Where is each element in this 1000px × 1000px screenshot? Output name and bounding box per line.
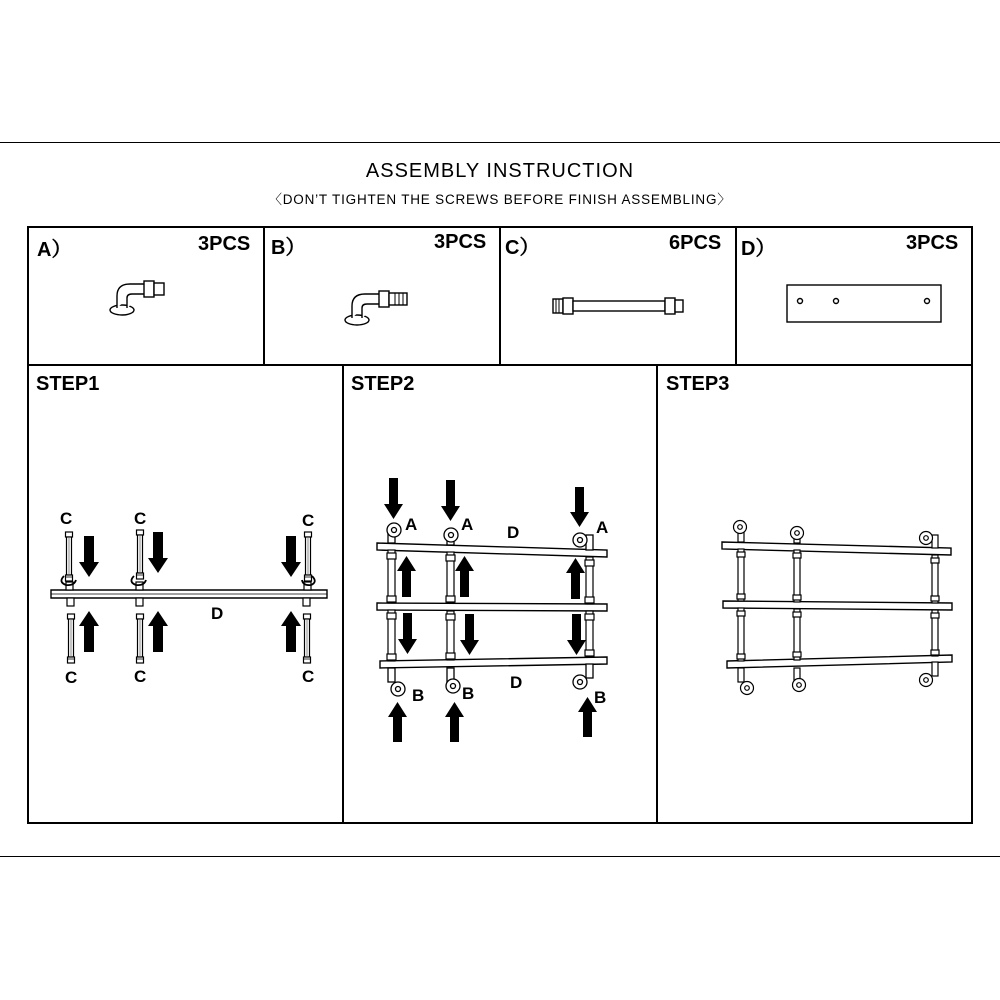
step1-label-c: C bbox=[302, 511, 315, 530]
part-a-label: A） bbox=[37, 239, 72, 261]
step1-label-c: C bbox=[60, 509, 73, 528]
step1-label-c: C bbox=[134, 667, 147, 686]
step2-label-d: D bbox=[510, 673, 523, 692]
pipe-icon bbox=[553, 298, 683, 314]
part-a-qty: 3PCS bbox=[198, 233, 251, 255]
part-b-qty: 3PCS bbox=[434, 231, 487, 253]
step1-label-c: C bbox=[302, 667, 315, 686]
elbow-flange-icon bbox=[110, 281, 164, 315]
step2-label-b: B bbox=[412, 686, 425, 705]
page-title: ASSEMBLY INSTRUCTION bbox=[365, 160, 635, 182]
step2-diagram bbox=[377, 478, 608, 742]
part-c-qty: 6PCS bbox=[669, 232, 722, 254]
step3-title: STEP3 bbox=[666, 373, 730, 395]
step2-label-b: B bbox=[594, 688, 607, 707]
part-b-label: B） bbox=[271, 237, 306, 259]
step2-label-d: D bbox=[507, 523, 520, 542]
page-subtitle: 〈DON’T TIGHTEN THE SCREWS BEFORE FINISH ASSEMBLING〉 bbox=[268, 192, 732, 207]
step1-label-c: C bbox=[65, 668, 78, 687]
board-icon bbox=[787, 285, 941, 322]
elbow-flange-threaded-icon bbox=[345, 291, 407, 325]
step3-diagram bbox=[722, 521, 952, 695]
part-c-label: C） bbox=[505, 237, 540, 259]
part-d-qty: 3PCS bbox=[906, 232, 959, 254]
step1-diagram bbox=[51, 509, 327, 687]
step1-title: STEP1 bbox=[36, 373, 100, 395]
step1-label-d: D bbox=[211, 604, 224, 623]
step2-label-a: A bbox=[405, 515, 418, 534]
step2-label-a: A bbox=[596, 518, 609, 537]
table-dividers bbox=[264, 226, 736, 824]
part-d-label: D） bbox=[741, 238, 776, 260]
step1-label-c: C bbox=[134, 509, 147, 528]
step2-label-b: B bbox=[462, 684, 475, 703]
step2-title: STEP2 bbox=[351, 373, 415, 395]
step2-label-a: A bbox=[461, 515, 474, 534]
